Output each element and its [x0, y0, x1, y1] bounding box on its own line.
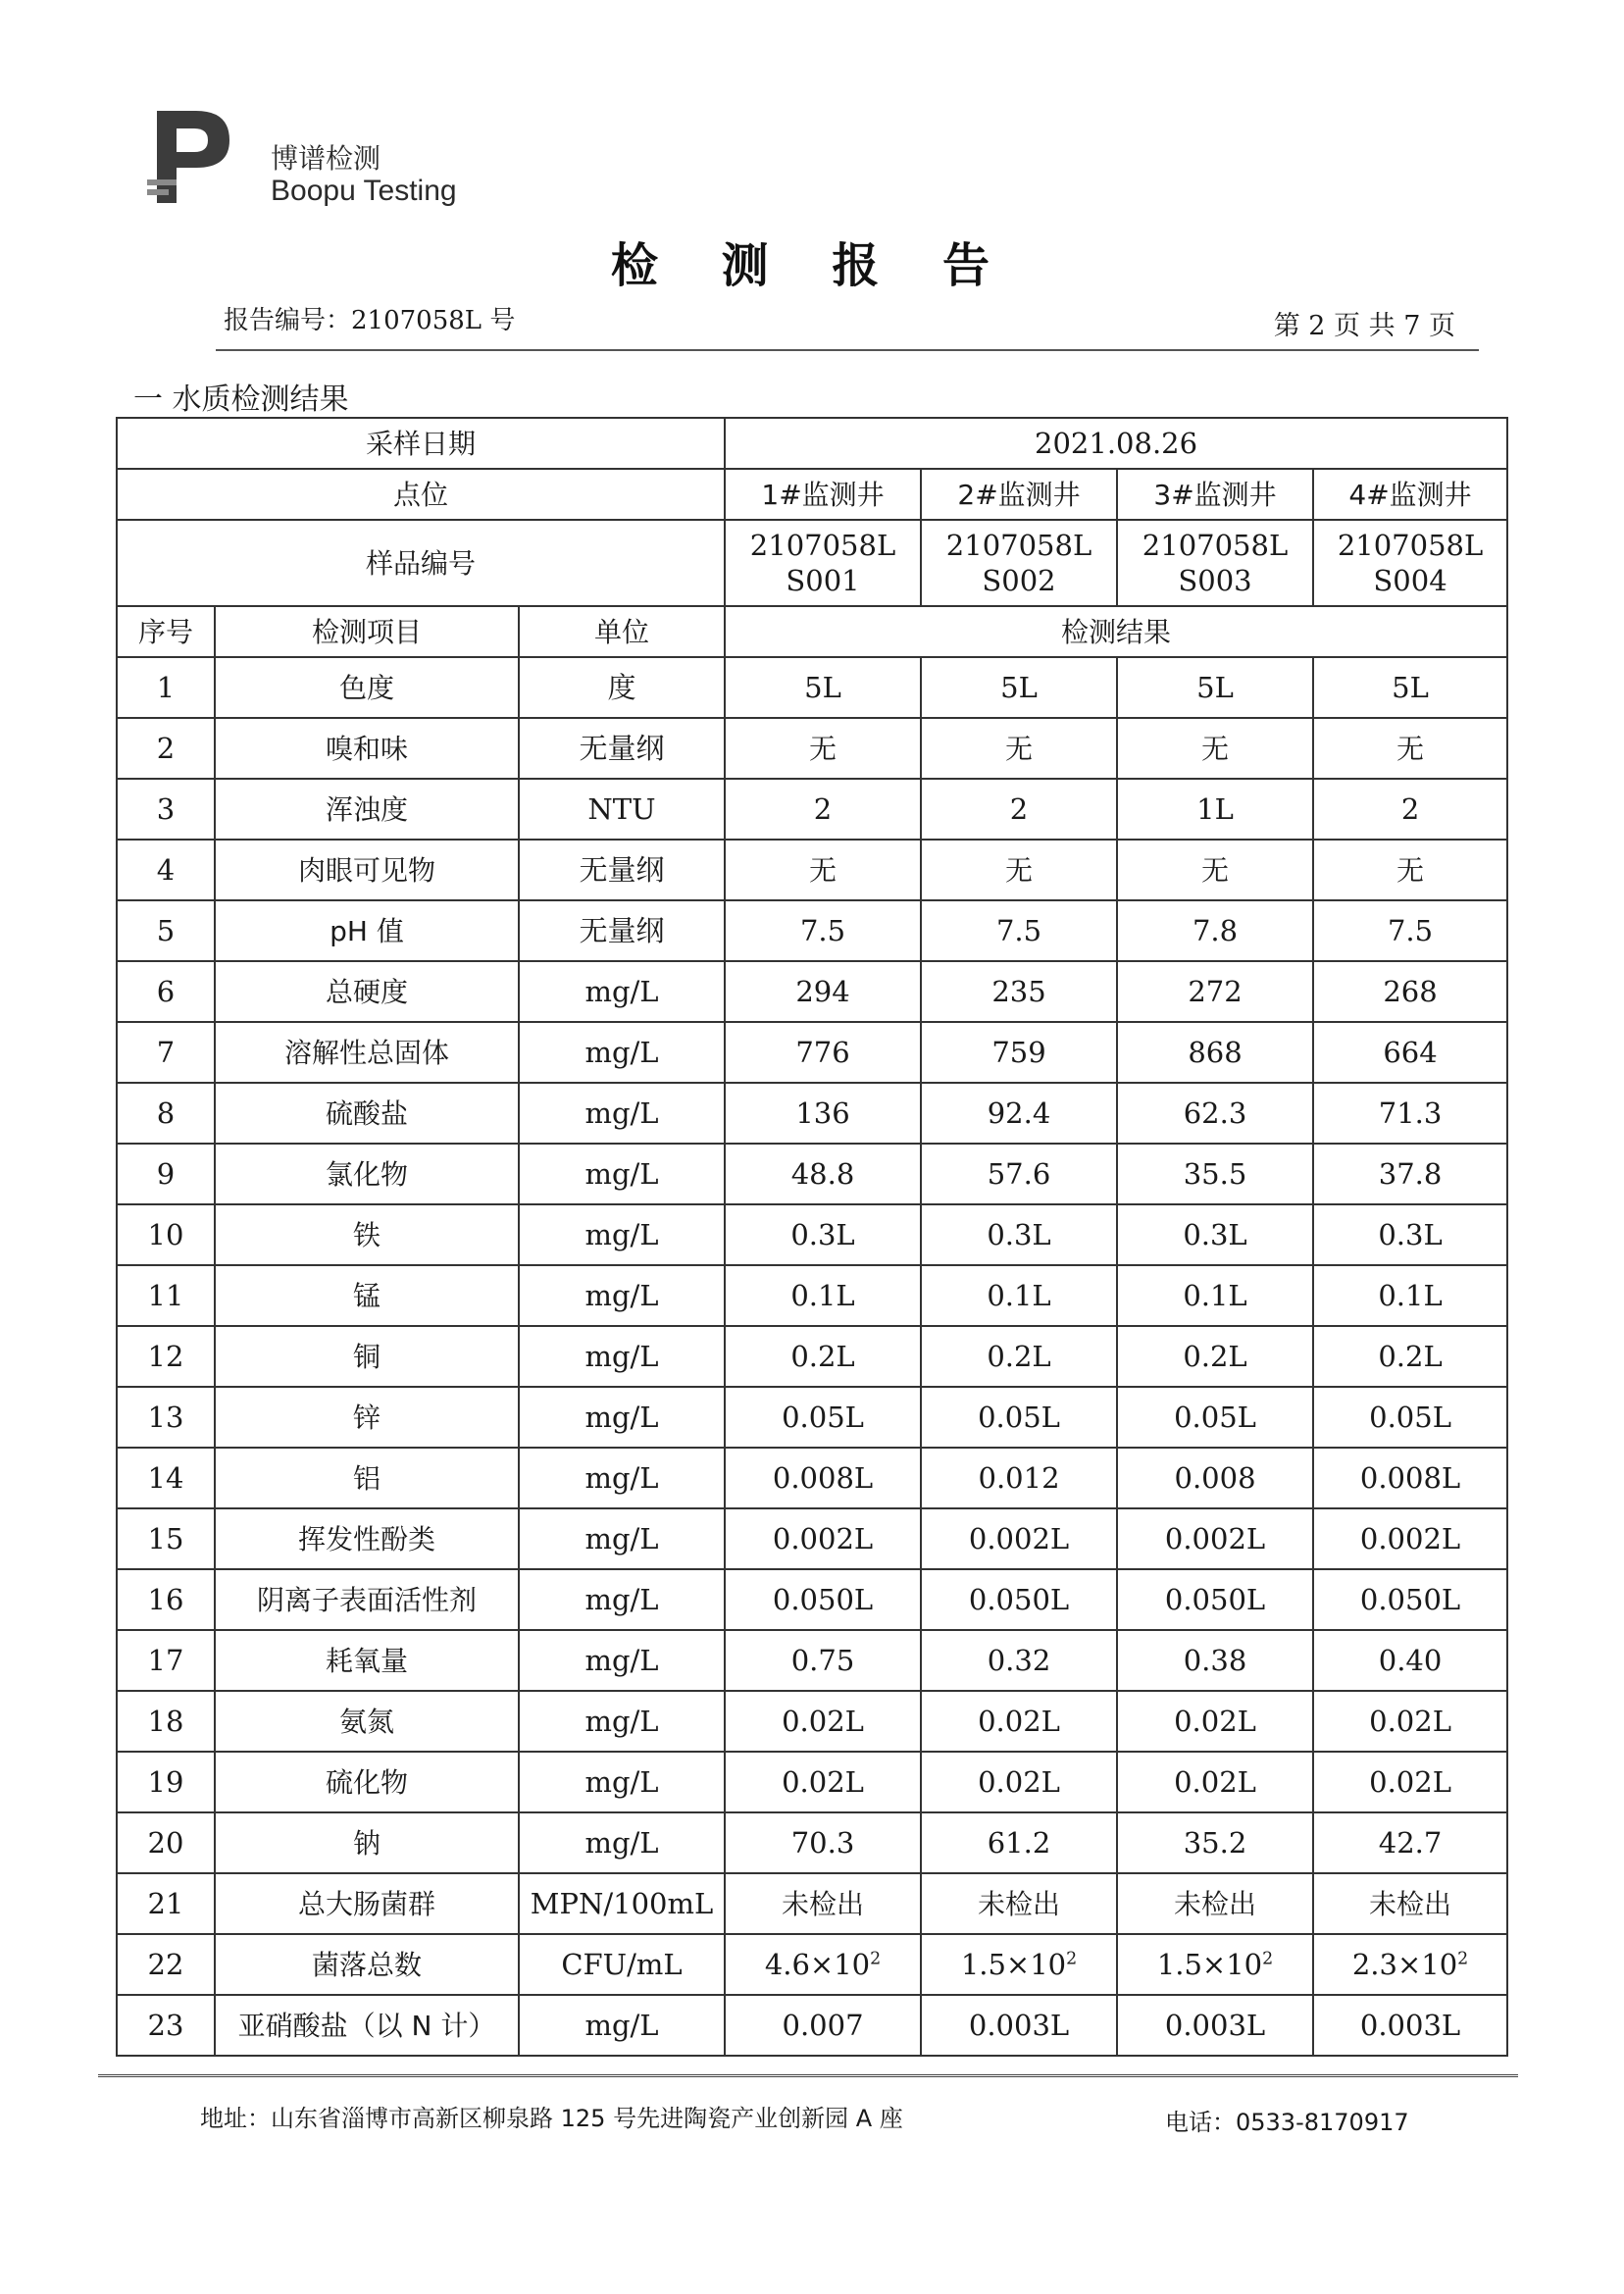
result-cell: 0.050L — [921, 1569, 1117, 1630]
row-item: 耗氧量 — [215, 1630, 519, 1691]
row-number: 17 — [117, 1630, 215, 1691]
table-row — [117, 1144, 1507, 1204]
row-unit: mg/L — [519, 1995, 725, 2056]
result-cell: 70.3 — [725, 1812, 921, 1873]
sample-id-line2: S001 — [786, 564, 860, 597]
footer-divider — [98, 2074, 1518, 2077]
row-item: 铜 — [215, 1326, 519, 1387]
column-header-row — [117, 606, 1507, 657]
table-row — [117, 1204, 1507, 1265]
result-cell: 未检出 — [725, 1873, 921, 1934]
table-row — [117, 1995, 1507, 2056]
result-cell: 无 — [1117, 840, 1313, 900]
result-cell: 5L — [725, 657, 921, 718]
result-cell: 0.05L — [725, 1387, 921, 1448]
result-cell: 2 — [921, 779, 1117, 840]
footer-address: 地址：山东省淄博市高新区柳泉路 125 号先进陶瓷产业创新园 A 座 — [200, 2105, 903, 2132]
row-item: 氨氮 — [215, 1691, 519, 1752]
result-cell: 无 — [1117, 718, 1313, 779]
result-cell: 0.008L — [1313, 1448, 1507, 1508]
row-number: 14 — [117, 1448, 215, 1508]
result-cell: 0.75 — [725, 1630, 921, 1691]
row-number: 5 — [117, 900, 215, 961]
result-cell: 0.002L — [725, 1508, 921, 1569]
point-cell: 1#监测井 — [725, 469, 921, 520]
row-item: 总大肠菌群 — [215, 1873, 519, 1934]
table-row — [117, 840, 1507, 900]
col-header-item: 检测项目 — [215, 606, 519, 657]
result-mantissa: 4.6×10 — [764, 1947, 871, 1981]
sample-cell — [725, 520, 921, 606]
row-item: 阴离子表面活性剂 — [215, 1569, 519, 1630]
result-cell: 0.05L — [1313, 1387, 1507, 1448]
row-item: 氯化物 — [215, 1144, 519, 1204]
row-unit: mg/L — [519, 1022, 725, 1083]
row-unit: mg/L — [519, 1752, 725, 1812]
company-logo — [147, 103, 235, 211]
result-cell: 0.012 — [921, 1448, 1117, 1508]
result-cell: 37.8 — [1313, 1144, 1507, 1204]
row-item: 溶解性总固体 — [215, 1022, 519, 1083]
result-cell: 0.003L — [1117, 1995, 1313, 2056]
result-cell: 0.02L — [1117, 1752, 1313, 1812]
row-number: 1 — [117, 657, 215, 718]
col-header-result: 检测结果 — [725, 606, 1507, 657]
row-unit: mg/L — [519, 1448, 725, 1508]
result-cell: 0.008L — [725, 1448, 921, 1508]
table-row — [117, 1934, 1507, 1995]
row-item: 亚硝酸盐（以 N 计） — [215, 1995, 519, 2056]
table-row — [117, 961, 1507, 1022]
result-cell: 7.5 — [1313, 900, 1507, 961]
result-cell: 0.38 — [1117, 1630, 1313, 1691]
row-item: pH 值 — [215, 900, 519, 961]
row-item: 菌落总数 — [215, 1934, 519, 1995]
table-row — [117, 1873, 1507, 1934]
result-cell — [1117, 1934, 1313, 1995]
row-unit: mg/L — [519, 1083, 725, 1144]
result-cell: 0.2L — [921, 1326, 1117, 1387]
sample-label: 样品编号 — [117, 520, 725, 606]
table-row — [117, 900, 1507, 961]
row-number: 12 — [117, 1326, 215, 1387]
row-number: 9 — [117, 1144, 215, 1204]
result-cell — [921, 1934, 1117, 1995]
brand-name-en: Boopu Testing — [271, 175, 457, 207]
row-item: 色度 — [215, 657, 519, 718]
sample-id-line1: 2107058L — [1142, 528, 1289, 562]
result-cell: 5L — [921, 657, 1117, 718]
result-cell: 71.3 — [1313, 1083, 1507, 1144]
result-cell: 0.05L — [1117, 1387, 1313, 1448]
result-cell: 0.40 — [1313, 1630, 1507, 1691]
table-row — [117, 657, 1507, 718]
row-unit: 无量纲 — [519, 840, 725, 900]
result-cell: 42.7 — [1313, 1812, 1507, 1873]
row-unit: MPN/100mL — [519, 1873, 725, 1934]
sampling-date-label: 采样日期 — [117, 418, 725, 469]
result-cell: 0.2L — [1313, 1326, 1507, 1387]
row-unit: mg/L — [519, 1508, 725, 1569]
result-cell: 无 — [1313, 718, 1507, 779]
result-cell: 0.05L — [921, 1387, 1117, 1448]
report-title: 检 测 报 告 — [610, 238, 1014, 293]
result-cell: 0.02L — [1313, 1752, 1507, 1812]
row-number: 22 — [117, 1934, 215, 1995]
table-row — [117, 1691, 1507, 1752]
result-cell: 0.3L — [725, 1204, 921, 1265]
row-unit: mg/L — [519, 1387, 725, 1448]
result-cell: 2 — [725, 779, 921, 840]
row-number: 18 — [117, 1691, 215, 1752]
result-cell: 61.2 — [921, 1812, 1117, 1873]
table-row — [117, 1448, 1507, 1508]
table-row — [117, 1387, 1507, 1448]
row-number: 15 — [117, 1508, 215, 1569]
page-info: 第 2 页 共 7 页 — [1273, 311, 1455, 341]
result-cell: 0.2L — [725, 1326, 921, 1387]
result-cell: 0.02L — [725, 1752, 921, 1812]
result-cell: 2 — [1313, 779, 1507, 840]
result-cell: 未检出 — [921, 1873, 1117, 1934]
sampling-date-row — [117, 418, 1507, 469]
sample-id-line2: S004 — [1373, 564, 1447, 597]
result-cell: 759 — [921, 1022, 1117, 1083]
row-unit: mg/L — [519, 1569, 725, 1630]
row-unit: mg/L — [519, 1204, 725, 1265]
result-cell: 0.1L — [1117, 1265, 1313, 1326]
result-cell: 235 — [921, 961, 1117, 1022]
result-cell: 5L — [1117, 657, 1313, 718]
table-row — [117, 1326, 1507, 1387]
sample-row — [117, 520, 1507, 606]
row-item: 硫化物 — [215, 1752, 519, 1812]
result-cell: 0.32 — [921, 1630, 1117, 1691]
sample-id-line1: 2107058L — [1337, 528, 1484, 562]
result-cell: 未检出 — [1313, 1873, 1507, 1934]
row-number: 11 — [117, 1265, 215, 1326]
result-cell: 未检出 — [1117, 1873, 1313, 1934]
result-cell: 294 — [725, 961, 921, 1022]
result-cell: 0.002L — [921, 1508, 1117, 1569]
row-item: 挥发性酚类 — [215, 1508, 519, 1569]
result-cell: 0.050L — [725, 1569, 921, 1630]
sample-id-line2: S002 — [982, 564, 1056, 597]
result-cell: 0.003L — [1313, 1995, 1507, 2056]
result-cell: 7.8 — [1117, 900, 1313, 961]
row-number: 23 — [117, 1995, 215, 2056]
table-row — [117, 1630, 1507, 1691]
result-cell: 0.1L — [921, 1265, 1117, 1326]
result-cell: 48.8 — [725, 1144, 921, 1204]
point-cell: 2#监测井 — [921, 469, 1117, 520]
result-cell: 57.6 — [921, 1144, 1117, 1204]
col-header-seq: 序号 — [117, 606, 215, 657]
result-cell: 868 — [1117, 1022, 1313, 1083]
row-number: 3 — [117, 779, 215, 840]
result-cell: 0.02L — [725, 1691, 921, 1752]
result-cell: 0.002L — [1117, 1508, 1313, 1569]
result-cell: 0.2L — [1117, 1326, 1313, 1387]
row-number: 16 — [117, 1569, 215, 1630]
result-cell: 5L — [1313, 657, 1507, 718]
row-unit: mg/L — [519, 1691, 725, 1752]
table-row — [117, 1022, 1507, 1083]
footer-phone: 电话：0533-8170917 — [1165, 2109, 1409, 2136]
result-cell: 0.3L — [1313, 1204, 1507, 1265]
result-mantissa: 2.3×10 — [1351, 1947, 1458, 1981]
result-cell: 136 — [725, 1083, 921, 1144]
result-cell: 0.050L — [1117, 1569, 1313, 1630]
row-item: 铝 — [215, 1448, 519, 1508]
result-cell — [1313, 1934, 1507, 1995]
point-cell: 4#监测井 — [1313, 469, 1507, 520]
result-cell: 0.1L — [725, 1265, 921, 1326]
sample-id-line2: S003 — [1178, 564, 1252, 597]
row-number: 2 — [117, 718, 215, 779]
row-unit: 无量纲 — [519, 900, 725, 961]
result-cell: 0.3L — [921, 1204, 1117, 1265]
result-cell: 0.007 — [725, 1995, 921, 2056]
result-cell: 无 — [1313, 840, 1507, 900]
result-cell: 无 — [921, 718, 1117, 779]
result-cell: 35.5 — [1117, 1144, 1313, 1204]
result-cell: 268 — [1313, 961, 1507, 1022]
row-unit: CFU/mL — [519, 1934, 725, 1995]
brand-name-cn: 博谱检测 — [271, 142, 381, 175]
row-item: 肉眼可见物 — [215, 840, 519, 900]
result-cell: 1L — [1117, 779, 1313, 840]
row-unit: mg/L — [519, 1812, 725, 1873]
result-cell: 0.050L — [1313, 1569, 1507, 1630]
row-number: 21 — [117, 1873, 215, 1934]
result-cell: 无 — [921, 840, 1117, 900]
result-cell: 272 — [1117, 961, 1313, 1022]
result-cell: 7.5 — [921, 900, 1117, 961]
result-exponent: 2 — [870, 1949, 882, 1969]
row-item: 铁 — [215, 1204, 519, 1265]
result-cell: 0.008 — [1117, 1448, 1313, 1508]
table-row — [117, 1265, 1507, 1326]
result-cell: 35.2 — [1117, 1812, 1313, 1873]
table-row — [117, 1752, 1507, 1812]
result-cell: 无 — [725, 718, 921, 779]
result-cell: 0.3L — [1117, 1204, 1313, 1265]
row-number: 10 — [117, 1204, 215, 1265]
row-number: 7 — [117, 1022, 215, 1083]
result-cell — [725, 1934, 921, 1995]
row-unit: mg/L — [519, 961, 725, 1022]
row-unit: mg/L — [519, 1326, 725, 1387]
result-cell: 664 — [1313, 1022, 1507, 1083]
row-item: 嗅和味 — [215, 718, 519, 779]
result-cell: 0.02L — [1117, 1691, 1313, 1752]
row-unit: 度 — [519, 657, 725, 718]
row-item: 总硬度 — [215, 961, 519, 1022]
row-unit: NTU — [519, 779, 725, 840]
table-row — [117, 1569, 1507, 1630]
results-table — [116, 417, 1508, 2057]
result-cell: 92.4 — [921, 1083, 1117, 1144]
result-cell: 0.02L — [1313, 1691, 1507, 1752]
report-number: 报告编号：2107058L 号 — [224, 306, 516, 335]
result-cell: 0.1L — [1313, 1265, 1507, 1326]
sample-cell — [1117, 520, 1313, 606]
row-number: 13 — [117, 1387, 215, 1448]
point-label: 点位 — [117, 469, 725, 520]
table-row — [117, 718, 1507, 779]
sample-cell — [1313, 520, 1507, 606]
result-cell: 62.3 — [1117, 1083, 1313, 1144]
row-number: 6 — [117, 961, 215, 1022]
row-unit: mg/L — [519, 1630, 725, 1691]
row-unit: mg/L — [519, 1144, 725, 1204]
row-item: 锰 — [215, 1265, 519, 1326]
row-item: 浑浊度 — [215, 779, 519, 840]
result-exponent: 2 — [1262, 1949, 1274, 1969]
table-row — [117, 1083, 1507, 1144]
row-unit: 无量纲 — [519, 718, 725, 779]
point-cell: 3#监测井 — [1117, 469, 1313, 520]
sample-cell — [921, 520, 1117, 606]
row-item: 钠 — [215, 1812, 519, 1873]
header-divider — [216, 349, 1479, 351]
result-cell: 0.02L — [921, 1752, 1117, 1812]
result-cell: 无 — [725, 840, 921, 900]
result-exponent: 2 — [1457, 1949, 1469, 1969]
row-number: 19 — [117, 1752, 215, 1812]
sampling-date-value: 2021.08.26 — [725, 418, 1507, 469]
row-item: 锌 — [215, 1387, 519, 1448]
row-number: 20 — [117, 1812, 215, 1873]
result-cell: 7.5 — [725, 900, 921, 961]
result-cell: 0.002L — [1313, 1508, 1507, 1569]
row-unit: mg/L — [519, 1265, 725, 1326]
sample-id-line1: 2107058L — [945, 528, 1092, 562]
row-number: 8 — [117, 1083, 215, 1144]
table-row — [117, 1812, 1507, 1873]
result-mantissa: 1.5×10 — [960, 1947, 1067, 1981]
table-row — [117, 1508, 1507, 1569]
point-row — [117, 469, 1507, 520]
result-cell: 776 — [725, 1022, 921, 1083]
section-title: 一 水质检测结果 — [133, 382, 349, 417]
row-number: 4 — [117, 840, 215, 900]
result-mantissa: 1.5×10 — [1156, 1947, 1263, 1981]
col-header-unit: 单位 — [519, 606, 725, 657]
result-cell: 0.003L — [921, 1995, 1117, 2056]
table-row — [117, 779, 1507, 840]
row-item: 硫酸盐 — [215, 1083, 519, 1144]
result-exponent: 2 — [1066, 1949, 1078, 1969]
sample-id-line1: 2107058L — [749, 528, 896, 562]
result-cell: 0.02L — [921, 1691, 1117, 1752]
